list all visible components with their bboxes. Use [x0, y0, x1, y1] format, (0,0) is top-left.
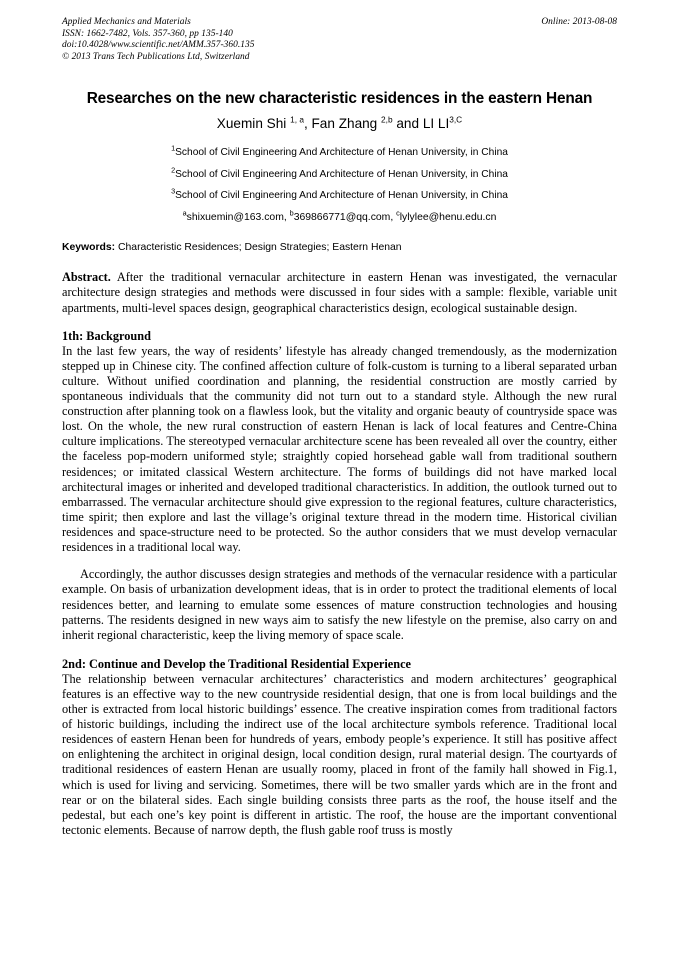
affiliation-1-text: School of Civil Engineering And Architecture of Henan University, in China	[175, 147, 508, 159]
keywords-label: Keywords:	[62, 242, 116, 254]
journal-doi: doi:10.4028/www.scientific.net/AMM.357-360.135	[62, 40, 255, 51]
abstract-label: Abstract.	[62, 270, 111, 285]
author-2-affiliation-marker: 2,b	[381, 114, 393, 125]
affiliation-list	[62, 142, 617, 207]
keywords-line	[62, 241, 617, 255]
email-b: 369866771@qq.com,	[293, 211, 397, 223]
section-1-paragraph-1: In the last few years, the way of residents’ lifestyle has already changed tremendously, as the modernization stepped up in Chinese city. The confined affection culture of folk-custom is turning to a liberal separated urban culture. Without unified coordination and planning, the residential construction are mostly carried by spontaneous individuals that the community did not turn out to a standard style. Although the new rural construction after planning took on a flawless look, but the vitality and organic beauty of countryside space was lost. On the whole, the new rural construction of eastern Henan is lack of local features and Centre-China culture implications. The stereotyped vernacular architecture scene has been revealed all over the country, either the faceless pop-modern uniformed style; straightly copied horsehead gable wall from traditional southern residences; or imitated classical Western architecture. The forms of buildings did not have marked local architectural images or inherited and developed traditional characteristics. In addition, the outlook turned out to embarrassed. The vernacular architecture should give expression to the regional features, culture characteristics, time spirit; then explore and last the village’s original texture thread in the modern time. Historical civilian residences and space-structure need to be protected. So the author considers that we must develop vernacular residences in a traditional local way.	[62, 343, 617, 554]
affiliation-2-marker: 2	[171, 165, 176, 175]
section-2-paragraph-1: The relationship between vernacular architectures’ characteristics and modern architectures’ geographical features is an effective way to the new countryside residential design, that one is from local buildings and the other is extracted from local historic buildings’ essence. The creative inspiration comes from traditional factors of historic buildings, including the indirect use of the local architecture symbols reference. Traditional local residences of eastern Henan been for hundreds of years, embody people’s experience. It still has positive affect on enlightening the architect in original design, local condition design, rural material design. The courtyards of traditional residences of eastern Henan are usually roomy, placed in front of the family hall showed in Fig.1, which is used for living and servicing. Sometimes, there will be two smaller yards which are in the front and rear or on the bilateral sides. Each single building consists three parts as the roof, the house itself and the pedestal, but each one’s key point is different in artistic. The roof, the house are the important conventional tectonic elements. Because of narrow depth, the flush gable roof truss is mostly	[62, 671, 617, 837]
author-2-name: Fan Zhang	[311, 116, 382, 132]
journal-issn: ISSN: 1662-7482, Vols. 357-360, pp 135-140	[62, 28, 233, 39]
online-date: Online: 2013-08-08	[541, 17, 617, 27]
email-c-marker: c	[396, 208, 400, 218]
affiliation-3	[62, 185, 617, 207]
affiliation-2	[62, 164, 617, 186]
email-b-marker: b	[289, 208, 294, 218]
author-3-name: LI LI	[422, 116, 450, 132]
abstract-text: After the traditional vernacular architecture in eastern Henan was investigated, the vernacular architecture design strategies and methods were discussed in four sides with a sample: flexible, variable unit apartments, multi-level spaces design, geographical characteristics design, ecological sustainable design.	[62, 270, 617, 315]
author-1-affiliation-marker: 1, a	[290, 114, 304, 125]
abstract-paragraph	[62, 270, 617, 315]
section-1-paragraph-2: Accordingly, the author discusses design strategies and methods of the vernacular residence with a particular example. On basis of urbanization development ideas, that is in order to protect the traditional elements of local residences better, and learning to emulate some essences of mature construction technologies and housing patterns. The residents designed in new ways aim to satisfy the new lifestyle on the premise, also carry on and inherit regional characteristic, keep the living memory of space scale.	[62, 567, 617, 642]
email-a-marker: a	[182, 208, 187, 218]
author-list	[62, 115, 617, 133]
affiliation-3-marker: 3	[171, 186, 176, 196]
author-1-name: Xuemin Shi	[216, 116, 291, 132]
author-separator-1: ,	[303, 116, 312, 132]
section-2	[62, 657, 617, 838]
affiliation-1	[62, 142, 617, 164]
journal-name: Applied Mechanics and Materials	[62, 17, 191, 27]
author-3-affiliation-marker: 3,C	[449, 114, 463, 125]
affiliation-3-text: School of Civil Engineering And Architecture of Henan University, in China	[175, 190, 508, 202]
journal-copyright: © 2013 Trans Tech Publications Ltd, Switzerland	[62, 51, 250, 62]
affiliation-1-marker: 1	[171, 143, 176, 153]
section-heading-1: 1th: Background	[62, 328, 151, 343]
email-c: lylylee@henu.edu.cn	[399, 211, 497, 223]
email-a: shixuemin@163.com,	[186, 211, 290, 223]
keywords-value: Characteristic Residences; Design Strategies; Eastern Henan	[115, 242, 402, 254]
author-emails	[62, 207, 617, 229]
page-title: Researches on the new characteristic residences in the eastern Henan	[86, 90, 593, 108]
section-heading-2: 2nd: Continue and Develop the Traditional Residential Experience	[62, 656, 412, 671]
author-separator-2: and	[392, 116, 423, 132]
journal-header	[62, 17, 617, 63]
affiliation-2-text: School of Civil Engineering And Architecture of Henan University, in China	[175, 168, 508, 180]
